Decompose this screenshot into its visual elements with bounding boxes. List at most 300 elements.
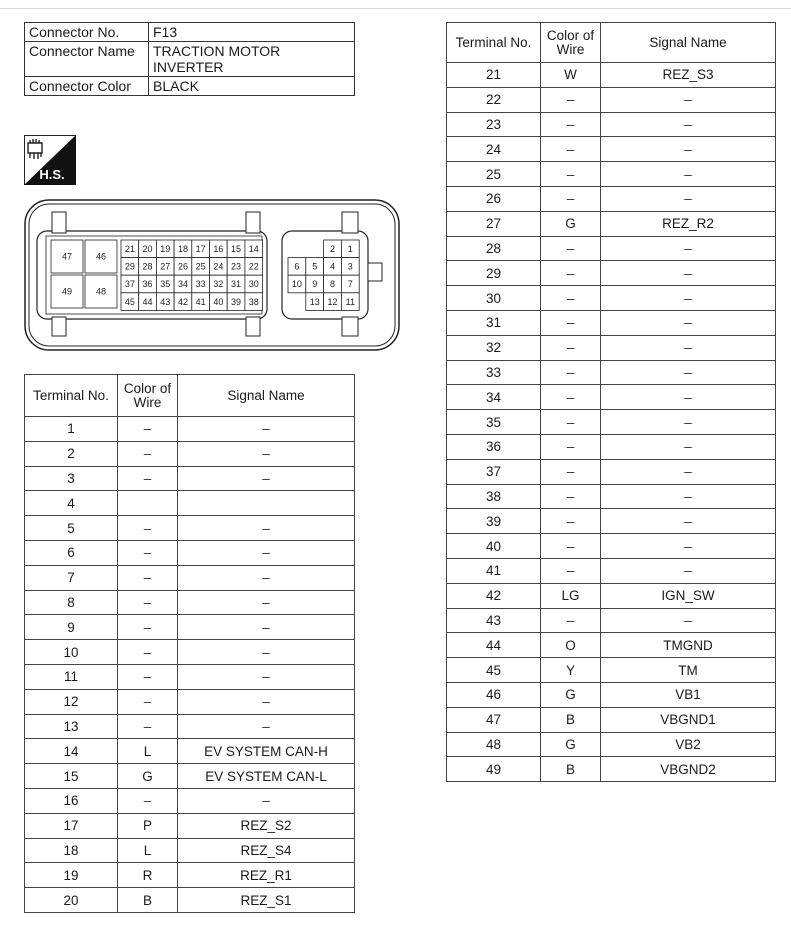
terminal-number-cell: 11 <box>25 664 118 689</box>
terminal-number-cell: 12 <box>25 689 118 714</box>
pin-cell <box>192 275 210 293</box>
terminal-number-cell: 49 <box>447 757 541 782</box>
terminal-number-cell: 26 <box>447 186 541 211</box>
header-terminal-no: Terminal No. <box>447 23 541 63</box>
pin-cell <box>174 258 192 276</box>
table-row <box>447 608 776 633</box>
table-row <box>25 516 355 541</box>
header-color-line2: Wire <box>133 394 162 410</box>
pin-cell <box>227 258 245 276</box>
header-signal-name: Signal Name <box>178 375 355 417</box>
terminal-number-cell: 42 <box>447 583 541 608</box>
pin-number: 24 <box>213 261 224 272</box>
terminal-number-cell: 37 <box>447 459 541 484</box>
wire-color-cell: G <box>118 764 178 789</box>
terminal-number-cell: 35 <box>447 410 541 435</box>
wire-color-cell: B <box>118 888 178 913</box>
pin-number: 37 <box>124 279 135 290</box>
signal-name-cell: – <box>178 714 355 739</box>
terminal-number-cell: 38 <box>447 484 541 509</box>
pin-cell <box>227 293 245 311</box>
signal-name-cell: – <box>178 615 355 640</box>
terminal-number-cell: 41 <box>447 558 541 583</box>
table-row <box>25 441 355 466</box>
table-row <box>447 87 776 112</box>
pin-cell <box>324 258 342 276</box>
pin-number: 6 <box>294 261 300 272</box>
table-row <box>447 633 776 658</box>
terminal-number-cell: 44 <box>447 633 541 658</box>
terminal-number-cell: 24 <box>447 137 541 162</box>
wire-color-cell: P <box>118 813 178 838</box>
pin-cell <box>245 275 263 293</box>
large-pin-cell <box>85 240 117 273</box>
wire-color-cell: – <box>541 236 601 261</box>
terminal-rows-left <box>25 417 355 913</box>
pin-cell <box>139 240 157 258</box>
wire-color-cell: G <box>541 732 601 757</box>
pin-cell <box>156 275 174 293</box>
pin-cell <box>121 275 139 293</box>
signal-name-cell: – <box>601 186 776 211</box>
signal-name-cell: – <box>178 565 355 590</box>
pin-number: 25 <box>195 261 206 272</box>
terminal-number-cell: 30 <box>447 286 541 311</box>
pin-cell <box>192 240 210 258</box>
table-row <box>25 466 355 491</box>
large-pin-cell <box>85 275 117 308</box>
wire-color-cell: – <box>118 417 178 442</box>
pin-number: 33 <box>195 279 206 290</box>
table-row <box>447 732 776 757</box>
terminal-number-cell: 25 <box>447 162 541 187</box>
pin-number: 21 <box>124 244 135 254</box>
wire-color-cell: – <box>541 87 601 112</box>
table-row <box>447 534 776 559</box>
wire-color-cell: – <box>541 137 601 162</box>
terminal-number-cell: 47 <box>447 707 541 732</box>
terminal-number-cell: 20 <box>25 888 118 913</box>
pin-cell <box>341 258 359 276</box>
pin-number: 27 <box>160 261 171 272</box>
pin-number: 11 <box>345 296 355 307</box>
pin-cell <box>174 240 192 258</box>
pin-cell <box>341 240 359 258</box>
header-color-of-wire <box>118 375 178 417</box>
terminal-number-cell: 39 <box>447 509 541 534</box>
pin-cell <box>192 258 210 276</box>
wire-color-cell: – <box>118 640 178 665</box>
table-row <box>447 63 776 88</box>
pin-number: 32 <box>213 279 224 290</box>
wire-color-cell: G <box>541 211 601 236</box>
wire-color-cell: – <box>541 459 601 484</box>
connector-no-value: F13 <box>149 23 355 42</box>
wire-color-cell: L <box>118 739 178 764</box>
connector-color-row <box>25 77 355 96</box>
table-row <box>447 658 776 683</box>
wire-color-cell: – <box>541 509 601 534</box>
terminal-number-cell: 17 <box>25 813 118 838</box>
signal-name-cell: – <box>601 335 776 360</box>
pin-number: 4 <box>329 261 336 272</box>
pin-number: 9 <box>312 279 318 290</box>
terminal-number-cell: 40 <box>447 534 541 559</box>
signal-name-cell: – <box>601 112 776 137</box>
table-row <box>447 186 776 211</box>
pin-number: 31 <box>231 279 242 290</box>
terminal-number-cell: 28 <box>447 236 541 261</box>
table-row <box>25 590 355 615</box>
signal-name-cell: – <box>601 434 776 459</box>
pin-cell <box>174 293 192 311</box>
table-row <box>25 888 355 913</box>
pin-cell <box>210 293 228 311</box>
connector-no-label: Connector No. <box>25 23 149 42</box>
wire-color-cell: – <box>118 540 178 565</box>
pin-cell <box>139 293 157 311</box>
wire-color-cell: – <box>541 186 601 211</box>
signal-name-cell: REZ_S1 <box>178 888 355 913</box>
table-row <box>447 509 776 534</box>
table-row <box>447 335 776 360</box>
table-row <box>447 707 776 732</box>
table-row <box>25 838 355 863</box>
header-signal-name: Signal Name <box>601 23 776 63</box>
pin-cell <box>324 240 342 258</box>
terminal-number-cell: 27 <box>447 211 541 236</box>
connector-face-diagram <box>24 199 400 351</box>
wire-color-cell <box>118 491 178 516</box>
pin-cell <box>227 240 245 258</box>
table-row <box>447 682 776 707</box>
signal-name-cell: – <box>178 689 355 714</box>
pin-number: 26 <box>177 261 188 272</box>
table-row <box>447 757 776 782</box>
pin-cell <box>174 275 192 293</box>
terminal-number-cell: 31 <box>447 310 541 335</box>
connector-color-value: BLACK <box>149 77 355 96</box>
connector-name-row <box>25 42 355 77</box>
terminal-number-cell: 19 <box>25 863 118 888</box>
signal-name-cell: – <box>178 640 355 665</box>
signal-name-cell: – <box>601 286 776 311</box>
wire-color-cell: – <box>541 434 601 459</box>
wire-color-cell: – <box>118 565 178 590</box>
terminal-number-cell: 5 <box>25 516 118 541</box>
wire-color-cell: – <box>541 261 601 286</box>
terminal-number-cell: 3 <box>25 466 118 491</box>
table-row <box>447 583 776 608</box>
wire-color-cell: B <box>541 707 601 732</box>
signal-name-cell: – <box>178 540 355 565</box>
wire-color-cell: – <box>541 534 601 559</box>
signal-name-cell: – <box>601 162 776 187</box>
pin-cell <box>156 293 174 311</box>
connector-name-line1: TRACTION MOTOR <box>153 43 281 59</box>
signal-name-cell: VB1 <box>601 682 776 707</box>
signal-name-cell: – <box>178 788 355 813</box>
signal-name-cell: – <box>601 509 776 534</box>
pin-cell <box>324 275 342 293</box>
terminal-number-cell: 48 <box>447 732 541 757</box>
pin-cell <box>156 258 174 276</box>
signal-name-cell: – <box>601 484 776 509</box>
table-row <box>447 558 776 583</box>
pin-number: 43 <box>160 296 171 307</box>
pin-cell <box>324 293 342 311</box>
pin-number: 49 <box>61 286 73 297</box>
pin-number: 28 <box>142 261 153 272</box>
table-row <box>447 310 776 335</box>
table-row <box>447 360 776 385</box>
pin-number: 13 <box>309 296 320 307</box>
terminal-number-cell: 15 <box>25 764 118 789</box>
harness-side-text: H.S. <box>39 167 65 182</box>
pin-number: 8 <box>329 279 336 290</box>
connector-color-label: Connector Color <box>25 77 149 96</box>
table-row <box>447 385 776 410</box>
signal-name-cell: – <box>601 558 776 583</box>
pin-number: 16 <box>213 244 224 254</box>
table-row <box>25 565 355 590</box>
terminal-number-cell: 4 <box>25 491 118 516</box>
wire-color-cell: LG <box>541 583 601 608</box>
pin-cell <box>245 240 263 258</box>
pin-number: 36 <box>142 279 153 290</box>
wire-color-cell: – <box>541 385 601 410</box>
connector-name-value <box>149 42 355 77</box>
wire-color-cell: – <box>541 286 601 311</box>
table-row <box>25 739 355 764</box>
wire-color-cell: – <box>118 689 178 714</box>
signal-name-cell: – <box>601 236 776 261</box>
terminal-number-cell: 33 <box>447 360 541 385</box>
terminal-number-cell: 13 <box>25 714 118 739</box>
wire-color-cell: – <box>118 714 178 739</box>
header-terminal-no: Terminal No. <box>25 375 118 417</box>
table-row <box>447 434 776 459</box>
wire-color-cell: – <box>118 516 178 541</box>
wire-color-cell: O <box>541 633 601 658</box>
table-row <box>25 714 355 739</box>
signal-name-cell: – <box>178 664 355 689</box>
wire-color-cell: – <box>541 558 601 583</box>
table-row <box>447 236 776 261</box>
signal-name-cell: REZ_R1 <box>178 863 355 888</box>
pin-number: 29 <box>124 261 135 272</box>
terminal-number-cell: 10 <box>25 640 118 665</box>
terminal-number-cell: 14 <box>25 739 118 764</box>
wire-color-cell: – <box>541 484 601 509</box>
table-row <box>447 112 776 137</box>
signal-name-cell: EV SYSTEM CAN-H <box>178 739 355 764</box>
large-pin-cell <box>51 275 83 308</box>
pin-cell <box>245 293 263 311</box>
pin-cell <box>121 240 139 258</box>
connector-no-row <box>25 23 355 42</box>
signal-name-cell: – <box>601 534 776 559</box>
terminal-number-cell: 23 <box>447 112 541 137</box>
pin-number: 1 <box>347 244 353 254</box>
terminal-table-header <box>447 23 776 63</box>
terminal-number-cell: 32 <box>447 335 541 360</box>
terminal-number-cell: 16 <box>25 788 118 813</box>
wire-color-cell: – <box>541 162 601 187</box>
pin-number: 5 <box>312 261 318 272</box>
pin-number: 2 <box>329 244 336 254</box>
pin-cell <box>341 275 359 293</box>
terminal-table-left <box>24 374 355 913</box>
wire-color-cell: R <box>118 863 178 888</box>
pin-cell <box>341 293 359 311</box>
pin-cell <box>210 240 228 258</box>
pin-number: 10 <box>291 279 302 290</box>
pin-cell <box>227 275 245 293</box>
header-color-of-wire <box>541 23 601 63</box>
table-row <box>25 863 355 888</box>
pin-number: 7 <box>347 279 353 290</box>
signal-name-cell: – <box>178 516 355 541</box>
terminal-number-cell: 34 <box>447 385 541 410</box>
wire-color-cell: – <box>541 310 601 335</box>
terminal-rows-right <box>447 63 776 782</box>
wire-color-cell: – <box>118 466 178 491</box>
pin-number: 3 <box>347 261 353 272</box>
pin-number: 12 <box>327 296 338 307</box>
pin-number: 42 <box>177 296 188 307</box>
pin-number: 39 <box>231 296 242 307</box>
terminal-table-right <box>446 22 776 782</box>
table-row <box>447 484 776 509</box>
terminal-number-cell: 6 <box>25 540 118 565</box>
pin-number: 41 <box>195 296 206 307</box>
pin-number: 15 <box>231 244 242 254</box>
terminal-number-cell: 43 <box>447 608 541 633</box>
wire-color-cell: – <box>118 590 178 615</box>
table-row <box>25 615 355 640</box>
table-row <box>25 491 355 516</box>
pin-cell <box>192 293 210 311</box>
wire-color-cell: – <box>118 788 178 813</box>
table-row <box>25 689 355 714</box>
pin-cell <box>139 258 157 276</box>
pin-cell <box>210 275 228 293</box>
pin-number: 30 <box>248 279 259 290</box>
signal-name-cell: TMGND <box>601 633 776 658</box>
signal-name-cell: – <box>178 466 355 491</box>
pin-cell <box>288 275 306 293</box>
wire-color-cell: – <box>541 608 601 633</box>
terminal-number-cell: 9 <box>25 615 118 640</box>
signal-name-cell: – <box>601 385 776 410</box>
signal-name-cell: – <box>601 87 776 112</box>
terminal-number-cell: 46 <box>447 682 541 707</box>
connector-name-label: Connector Name <box>25 42 149 77</box>
pin-cell <box>306 258 324 276</box>
wire-color-cell: – <box>541 112 601 137</box>
terminal-number-cell: 7 <box>25 565 118 590</box>
connector-info-table <box>24 22 355 96</box>
signal-name-cell: VB2 <box>601 732 776 757</box>
pin-number: 35 <box>160 279 171 290</box>
signal-name-cell: – <box>601 137 776 162</box>
wire-color-cell: – <box>118 615 178 640</box>
table-row <box>25 764 355 789</box>
wire-color-cell: Y <box>541 658 601 683</box>
signal-name-cell: REZ_R2 <box>601 211 776 236</box>
terminal-number-cell: 22 <box>447 87 541 112</box>
pin-cell <box>139 275 157 293</box>
table-row <box>25 640 355 665</box>
signal-name-cell: EV SYSTEM CAN-L <box>178 764 355 789</box>
table-row <box>447 286 776 311</box>
header-color-line1: Color of <box>546 27 595 43</box>
pin-cell <box>245 258 263 276</box>
table-row <box>25 664 355 689</box>
signal-name-cell: – <box>601 608 776 633</box>
pin-number: 47 <box>61 251 73 262</box>
signal-name-cell: – <box>601 310 776 335</box>
wire-color-cell: B <box>541 757 601 782</box>
pin-number: 18 <box>177 244 188 254</box>
terminal-number-cell: 8 <box>25 590 118 615</box>
pin-number: 34 <box>177 279 188 290</box>
table-row <box>25 417 355 442</box>
signal-name-cell: – <box>601 360 776 385</box>
signal-name-cell: TM <box>601 658 776 683</box>
pin-number: 19 <box>160 244 171 254</box>
signal-name-cell: – <box>601 459 776 484</box>
signal-name-cell: VBGND2 <box>601 757 776 782</box>
pin-number: 45 <box>124 296 135 307</box>
terminal-number-cell: 1 <box>25 417 118 442</box>
pin-cell <box>121 258 139 276</box>
wire-color-cell: G <box>541 682 601 707</box>
table-row <box>447 410 776 435</box>
signal-name-cell: – <box>601 261 776 286</box>
terminal-table-header <box>25 375 355 417</box>
terminal-number-cell: 18 <box>25 838 118 863</box>
wire-color-cell: W <box>541 63 601 88</box>
table-row <box>25 813 355 838</box>
pin-number: 14 <box>248 244 259 254</box>
connector-name-line2: INVERTER <box>153 59 224 75</box>
pin-number: 40 <box>213 296 224 307</box>
pin-number: 38 <box>248 296 259 307</box>
table-row <box>447 261 776 286</box>
table-row <box>447 162 776 187</box>
table-row <box>25 540 355 565</box>
signal-name-cell: REZ_S3 <box>601 63 776 88</box>
pin-cell <box>156 240 174 258</box>
pin-number: 23 <box>231 261 242 272</box>
pin-number: 22 <box>248 261 259 272</box>
signal-name-cell: IGN_SW <box>601 583 776 608</box>
harness-side-icon <box>24 135 76 185</box>
terminal-number-cell: 2 <box>25 441 118 466</box>
table-row <box>447 137 776 162</box>
terminal-number-cell: 21 <box>447 63 541 88</box>
wire-color-cell: – <box>541 360 601 385</box>
signal-name-cell: – <box>178 417 355 442</box>
terminal-number-cell: 36 <box>447 434 541 459</box>
signal-name-cell: REZ_S4 <box>178 838 355 863</box>
signal-name-cell: VBGND1 <box>601 707 776 732</box>
pin-number: 46 <box>95 251 107 262</box>
page-top-rule <box>0 8 791 9</box>
signal-name-cell: REZ_S2 <box>178 813 355 838</box>
